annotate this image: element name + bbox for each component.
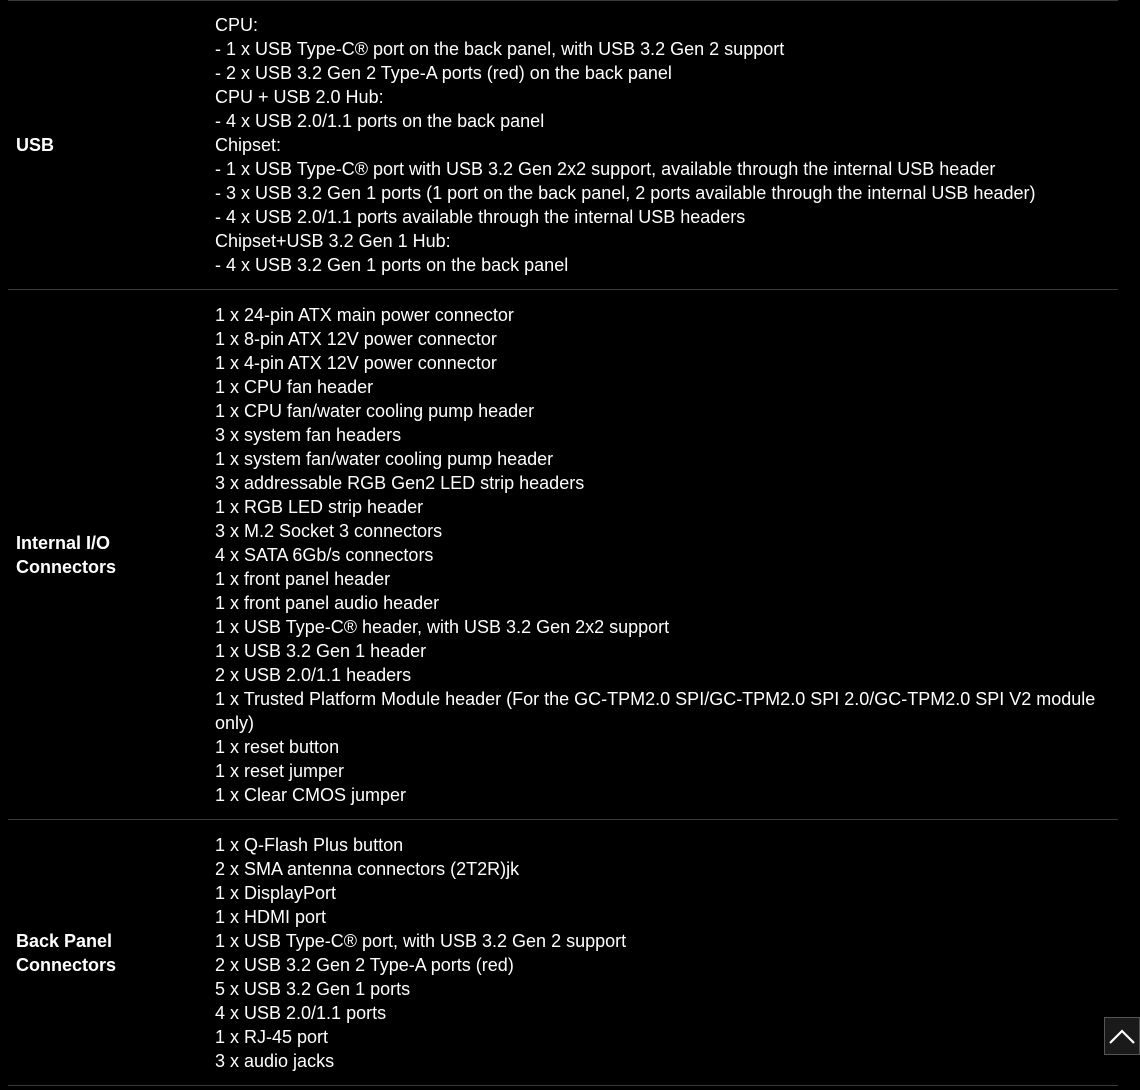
spec-line: 1 x reset button [215,737,340,757]
spec-line: 1 x 8-pin ATX 12V power connector [215,329,497,349]
spec-line: 2 x SMA antenna connectors (2T2R)jk [215,859,520,879]
spec-line: 1 x CPU fan header [215,377,374,397]
spec-line: 1 x Clear CMOS jumper [215,785,407,805]
spec-line: - 3 x USB 3.2 Gen 1 ports (1 port on the back panel, 2 ports available through the internal USB header) [215,183,1036,203]
spec-line: 3 x audio jacks [215,1051,335,1071]
spec-line: Chipset+USB 3.2 Gen 1 Hub: [215,231,451,251]
spec-line: 1 x USB Type-C® port, with USB 3.2 Gen 2 support [215,931,627,951]
chevron-up-icon [1107,1026,1137,1046]
spec-line: 4 x USB 2.0/1.1 ports [215,1003,387,1023]
spec-line: Chipset: [215,135,282,155]
spec-line: - 1 x USB Type-C® port with USB 3.2 Gen 2x2 support, available through the internal USB header [215,159,996,179]
spec-line: - 4 x USB 3.2 Gen 1 ports on the back panel [215,255,569,275]
spec-line: - 4 x USB 2.0/1.1 ports available through the internal USB headers [215,207,746,227]
spec-line: 1 x HDMI port [215,907,327,927]
spec-values [215,13,1118,277]
spec-line: 1 x Trusted Platform Module header (For the GC-TPM2.0 SPI/GC-TPM2.0 SPI 2.0/GC-TPM2.0 SPI V2 module only) [215,689,1096,733]
spec-line: CPU: [215,15,259,35]
spec-line: 3 x system fan headers [215,425,402,445]
spec-line: 1 x 4-pin ATX 12V power connector [215,353,497,373]
spec-line: 1 x front panel audio header [215,593,440,613]
spec-line: 1 x reset jumper [215,761,345,781]
spec-table [8,0,1118,1086]
spec-line: CPU + USB 2.0 Hub: [215,87,384,107]
spec-line: 4 x SATA 6Gb/s connectors [215,545,434,565]
spec-line: 5 x USB 3.2 Gen 1 ports [215,979,411,999]
spec-line: 2 x USB 3.2 Gen 2 Type-A ports (red) [215,955,514,975]
spec-line: 1 x USB Type-C® header, with USB 3.2 Gen 2x2 support [215,617,670,637]
spec-line: 1 x 24-pin ATX main power connector [215,305,514,325]
spec-row-back-panel [8,820,1118,1086]
spec-line: 1 x USB 3.2 Gen 1 header [215,641,427,661]
spec-line: 1 x front panel header [215,569,391,589]
spec-row-usb [8,1,1118,290]
spec-line: - 4 x USB 2.0/1.1 ports on the back panel [215,111,545,131]
spec-line: 3 x M.2 Socket 3 connectors [215,521,443,541]
spec-line: 2 x USB 2.0/1.1 headers [215,665,412,685]
spec-line: - 1 x USB Type-C® port on the back panel, with USB 3.2 Gen 2 support [215,39,785,59]
spec-line: 3 x addressable RGB Gen2 LED strip headers [215,473,585,493]
spec-label: Back Panel Connectors [16,931,117,975]
spec-line: 1 x DisplayPort [215,883,337,903]
spec-line: 1 x CPU fan/water cooling pump header [215,401,535,421]
spec-line: - 2 x USB 3.2 Gen 2 Type-A ports (red) on the back panel [215,63,672,83]
spec-line: 1 x system fan/water cooling pump header [215,449,554,469]
spec-label: Internal I/O Connectors [16,533,117,577]
spec-values [215,303,1118,807]
spec-line: 1 x Q-Flash Plus button [215,835,404,855]
spec-label: USB [16,135,55,155]
spec-line: 1 x RJ-45 port [215,1027,329,1047]
scroll-to-top-button[interactable] [1104,1017,1140,1055]
spec-line: 1 x RGB LED strip header [215,497,424,517]
spec-values [215,833,1118,1073]
spec-row-internal-io [8,290,1118,820]
